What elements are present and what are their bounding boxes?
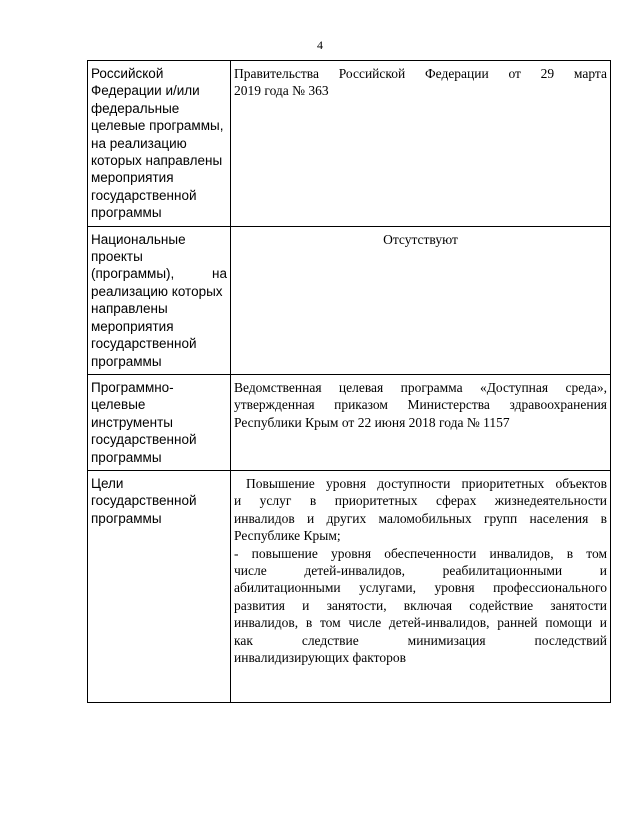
label-line: государственной [91,187,197,203]
label-line: программы [91,449,162,465]
value-line: инвалидов, в том числе детей-инвалидов, ранней помощи и [234,615,607,631]
label-line: программы [91,510,162,526]
value-line: развития и занятости, включая содействие занятости [234,597,607,613]
value-line: Правительства Российской Федерации от 29 марта [234,66,607,81]
row-label-cell [88,61,231,227]
row-value-cell [231,470,611,702]
label-line: (программы), на [91,266,227,282]
label-line: целевые программы, [91,118,224,134]
value-line: Республике Крым; [234,528,341,544]
label-line: государственной [91,493,197,509]
value-line: и услуг в приоритетных сферах жизнедеятельности [234,493,607,509]
row-value-cell [231,61,611,227]
label-line: Российской [91,66,164,81]
label-line: реализацию которых [91,283,223,299]
value-line: инвалидизирующих факторов [234,650,406,665]
label-line: Цели [91,475,124,491]
value-line: инвалидов и других маломобильных групп населения в [234,510,607,526]
page-number: 4 [317,38,323,52]
value-line: числе детей-инвалидов, реабилитационными и [234,562,607,578]
row-label-cell [88,470,231,702]
value-line: 2019 года № 363 [234,83,329,99]
label-line: мероприятия [91,318,174,334]
table-row [88,226,611,374]
label-line: которых направлены [91,153,223,169]
label-line: Национальные [91,231,186,247]
label-line: на реализацию [91,135,187,151]
label-line: государственной [91,432,197,448]
label-line: Программно- [91,379,174,395]
value-text: Отсутствуют [383,231,458,247]
table-row [88,61,611,227]
value-line: абилитационными услугами, уровня профессионального [234,580,607,596]
label-line: мероприятия [91,170,174,186]
label-line: инструменты [91,414,174,430]
label-line: целевые [91,397,146,413]
label-line: федеральные [91,100,180,116]
row-value-cell [231,374,611,470]
value-line: Повышение уровня доступности приоритетных объектов [246,475,607,491]
program-passport-table [87,60,611,703]
label-line: программы [91,353,162,369]
table-row [88,470,611,702]
label-line: Федерации и/или [91,83,200,99]
value-line: утвержденная приказом Министерства здравоохранения [234,397,607,413]
row-label-cell [88,226,231,374]
value-line: Ведомственная целевая программа «Доступная среда», [234,379,607,395]
row-label-cell [88,374,231,470]
row-value-cell [231,226,611,374]
table-row [88,374,611,470]
label-line: программы [91,205,162,221]
label-line: проекты [91,249,143,265]
value-line: как следствие минимизация последствий [234,632,607,648]
value-line: - повышение уровня обеспеченности инвалидов, в том [234,545,607,561]
label-line: государственной [91,336,197,352]
label-line: направлены [91,301,168,317]
value-line: Республики Крым от 22 июня 2018 года № 1157 [234,414,510,430]
